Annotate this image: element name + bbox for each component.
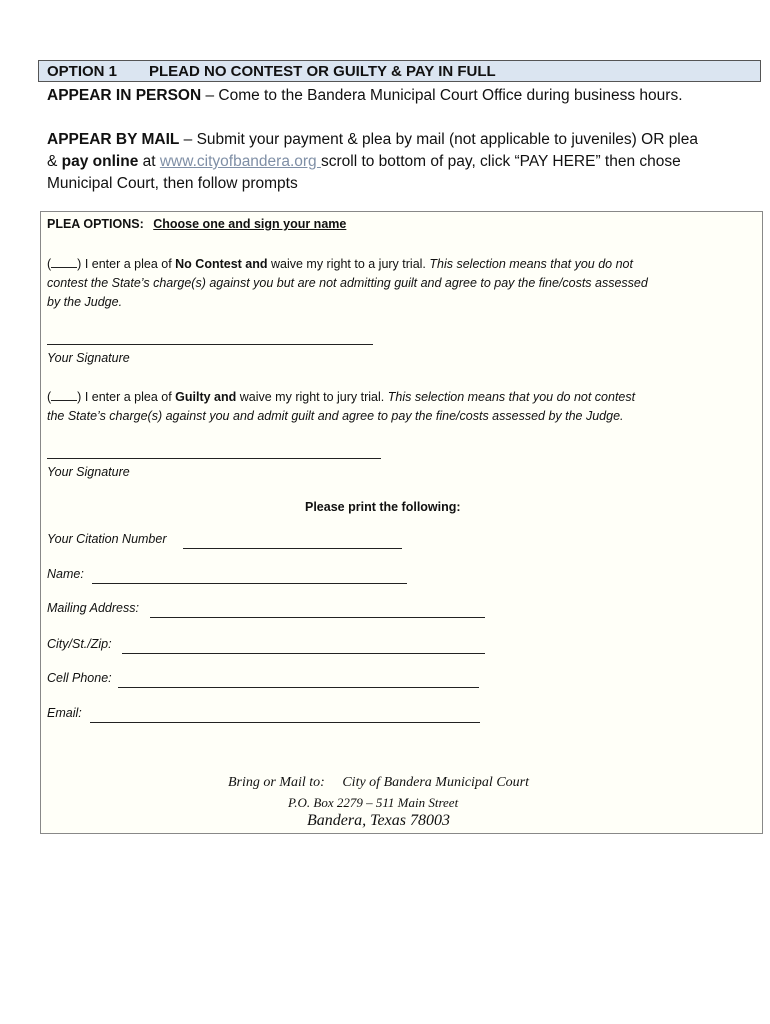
no-contest-option bbox=[47, 254, 747, 274]
guilty-suffix: waive my right to jury trial. bbox=[236, 390, 385, 404]
pay-online-label: pay online bbox=[61, 153, 139, 170]
appear-in-person-text: – Come to the Bandera Municipal Court Office during business hours. bbox=[201, 87, 683, 104]
appear-in-person-label: APPEAR IN PERSON bbox=[47, 87, 202, 104]
option-header bbox=[38, 60, 761, 82]
guilty-prefix: I enter a plea of bbox=[81, 390, 176, 404]
no-contest-note-3: by the Judge. bbox=[47, 295, 123, 309]
no-contest-suffix: waive my right to a jury trial. bbox=[267, 257, 426, 271]
paren-open: ( bbox=[47, 390, 52, 404]
address-field[interactable] bbox=[150, 617, 485, 618]
option-title: PLEAD NO CONTEST OR GUILTY & PAY IN FULL bbox=[149, 63, 496, 80]
name-label: Name: bbox=[47, 567, 84, 581]
signature-label-1: Your Signature bbox=[47, 351, 130, 365]
pay-instructions-cont: Municipal Court, then follow prompts bbox=[47, 175, 298, 192]
phone-field[interactable] bbox=[118, 687, 479, 688]
city-label: City/St./Zip: bbox=[47, 637, 112, 651]
paren-open: ( bbox=[47, 257, 52, 271]
no-contest-checkbox[interactable] bbox=[51, 255, 77, 268]
signature-line-1[interactable] bbox=[47, 344, 373, 345]
pay-instructions: scroll to bottom of pay, click “PAY HERE” then chose bbox=[320, 153, 681, 170]
signature-line-2[interactable] bbox=[47, 458, 381, 459]
signature-label-2: Your Signature bbox=[47, 465, 130, 479]
email-label: Email: bbox=[47, 706, 82, 720]
email-field[interactable] bbox=[90, 722, 480, 723]
no-contest-note-2: contest the State’s charge(s) against you but are not admitting guilt and agree to pay the fine/costs assessed bbox=[47, 276, 648, 290]
city-state: Bandera, Texas 78003 bbox=[307, 812, 450, 829]
appear-in-person bbox=[47, 85, 683, 107]
guilty-bold: Guilty and bbox=[175, 390, 237, 404]
no-contest-prefix: I enter a plea of bbox=[81, 257, 176, 271]
option-number: OPTION 1 bbox=[47, 63, 118, 80]
city-field[interactable] bbox=[122, 653, 485, 654]
name-field[interactable] bbox=[92, 583, 407, 584]
mail-to-label: Bring or Mail to: bbox=[228, 775, 325, 790]
no-contest-note-1: This selection means that you do not bbox=[429, 257, 633, 271]
plea-options-subtitle: Choose one and sign your name bbox=[153, 217, 347, 231]
po-box: P.O. Box 2279 – 511 Main Street bbox=[288, 795, 459, 810]
paren-close: ) bbox=[77, 390, 82, 404]
plea-options-title: PLEA OPTIONS: bbox=[47, 217, 144, 231]
guilty-checkbox[interactable] bbox=[51, 388, 77, 401]
citation-label: Your Citation Number bbox=[47, 532, 167, 546]
guilty-note-1: This selection means that you do not contest bbox=[387, 390, 636, 404]
paren-close: ) bbox=[77, 257, 82, 271]
city-website-link[interactable]: www.cityofbandera.org bbox=[159, 153, 321, 170]
no-contest-bold: No Contest and bbox=[175, 257, 268, 271]
court-name: City of Bandera Municipal Court bbox=[342, 775, 529, 790]
mail-to-line bbox=[228, 775, 529, 791]
at-text: at bbox=[138, 153, 160, 170]
print-heading: Please print the following: bbox=[305, 500, 461, 514]
address-label: Mailing Address: bbox=[47, 601, 139, 615]
plea-options-heading bbox=[47, 214, 346, 234]
appear-by-mail bbox=[47, 129, 698, 195]
plea-options-box bbox=[40, 211, 763, 834]
appear-by-mail-label: APPEAR BY MAIL bbox=[47, 131, 180, 148]
citation-field[interactable] bbox=[183, 548, 402, 549]
ampersand: & bbox=[47, 153, 62, 170]
phone-label: Cell Phone: bbox=[47, 671, 112, 685]
guilty-note-2: the State’s charge(s) against you and admit guilt and agree to pay the fine/costs assessed by the Judge. bbox=[47, 409, 624, 423]
appear-by-mail-text: – Submit your payment & plea by mail (not applicable to juveniles) OR plea bbox=[179, 131, 698, 148]
guilty-option bbox=[47, 387, 747, 407]
